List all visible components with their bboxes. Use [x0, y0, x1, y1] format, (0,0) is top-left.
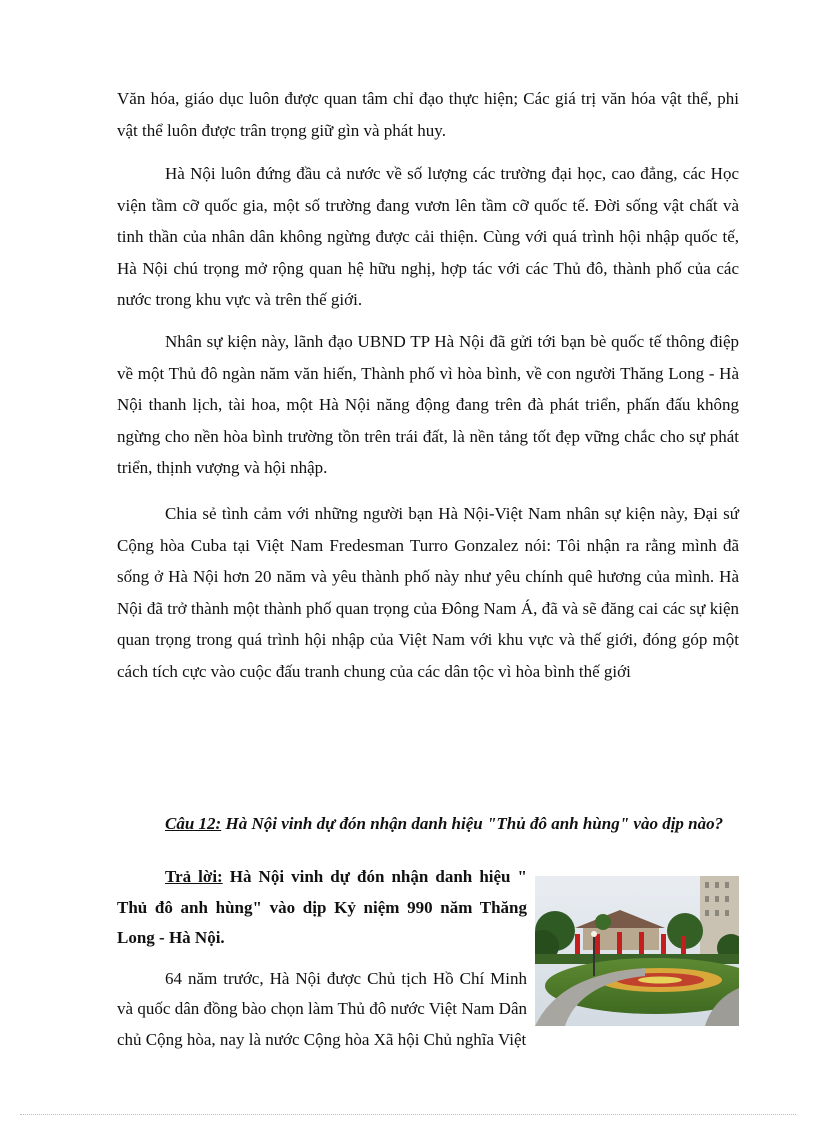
paragraph-education: Hà Nội luôn đứng đầu cả nước về số lượng các trường đại học, cao đẳng, các Học viện tầm cỡ quốc gia, một số trường đang vươn lên tầm cỡ quốc tế. Đời sống vật chất và tinh thần của nhân dân không ngừng được cải thiện. Cùng với quá trình hội nhập quốc tế, Hà Nội chú trọng mở rộng quan hệ hữu nghị, hợp tác với các Thủ đô, thành phố của các nước trong khu vực và trên thế giới.	[117, 164, 739, 309]
answer-section	[117, 862, 739, 1055]
paragraph-ambassador-quote: Chia sẻ tình cảm với những người bạn Hà Nội-Việt Nam nhân sự kiện này, Đại sứ Cộng hòa Cuba tại Việt Nam Fredesman Turro Gonzalez nói: Tôi nhận ra rằng mình đã sống ở Hà Nội hơn 20 năm và yêu thành phố này như yêu chính quê hương của mình. Hà Nội đã trở thành một thành phố quan trọng của Đông Nam Á, đã và sẽ đăng cai các sự kiện quan trọng trong quá trình hội nhập của Việt Nam với khu vực và thế giới, đóng góp một cách tích cực vào cuộc đấu tranh chung của các dân tộc vì hòa bình thế giới	[117, 504, 739, 681]
answer-label: Trả lời:	[165, 867, 223, 886]
question-label: Câu 12:	[165, 814, 222, 833]
answer-followup-paragraph: 64 năm trước, Hà Nội được Chủ tịch Hồ Chí Minh và quốc dân đồng bào chọn làm Thủ đô nước Việt Nam Dân chủ Cộng hòa, nay là nước Cộng hòa Xã hội Chủ nghĩa Việt	[117, 968, 527, 1049]
answer-text: Hà Nội vinh dự đón nhận danh hiệu " Thủ đô anh hùng" vào dịp Kỷ niệm 990 năm Thăng Long - Hà Nội.	[117, 867, 527, 947]
paragraph-culture: Văn hóa, giáo dục luôn được quan tâm chỉ đạo thực hiện; Các giá trị văn hóa vật thể, phi vật thể luôn được trân trọng giữ gìn và phát huy.	[117, 89, 739, 140]
hanoi-park-photo	[535, 876, 739, 1026]
question-text: Hà Nội vinh dự đón nhận danh hiệu "Thủ đô anh hùng" vào dịp nào?	[221, 814, 724, 833]
paragraph-leadership-message: Nhân sự kiện này, lãnh đạo UBND TP Hà Nội đã gửi tới bạn bè quốc tế thông điệp về một Thủ đô ngàn năm văn hiến, Thành phố vì hòa bình, về con người Thăng Long - Hà Nội thanh lịch, tài hoa, một Hà Nội năng động đang trên đà phát triển, phấn đấu không ngừng cho nền hòa bình trường tồn trên trái đất, là nền tảng tốt đẹp vững chắc cho sự phát triển, thịnh vượng và hội nhập.	[117, 332, 739, 477]
question-heading	[117, 810, 739, 837]
page-bottom-divider	[20, 1114, 796, 1115]
